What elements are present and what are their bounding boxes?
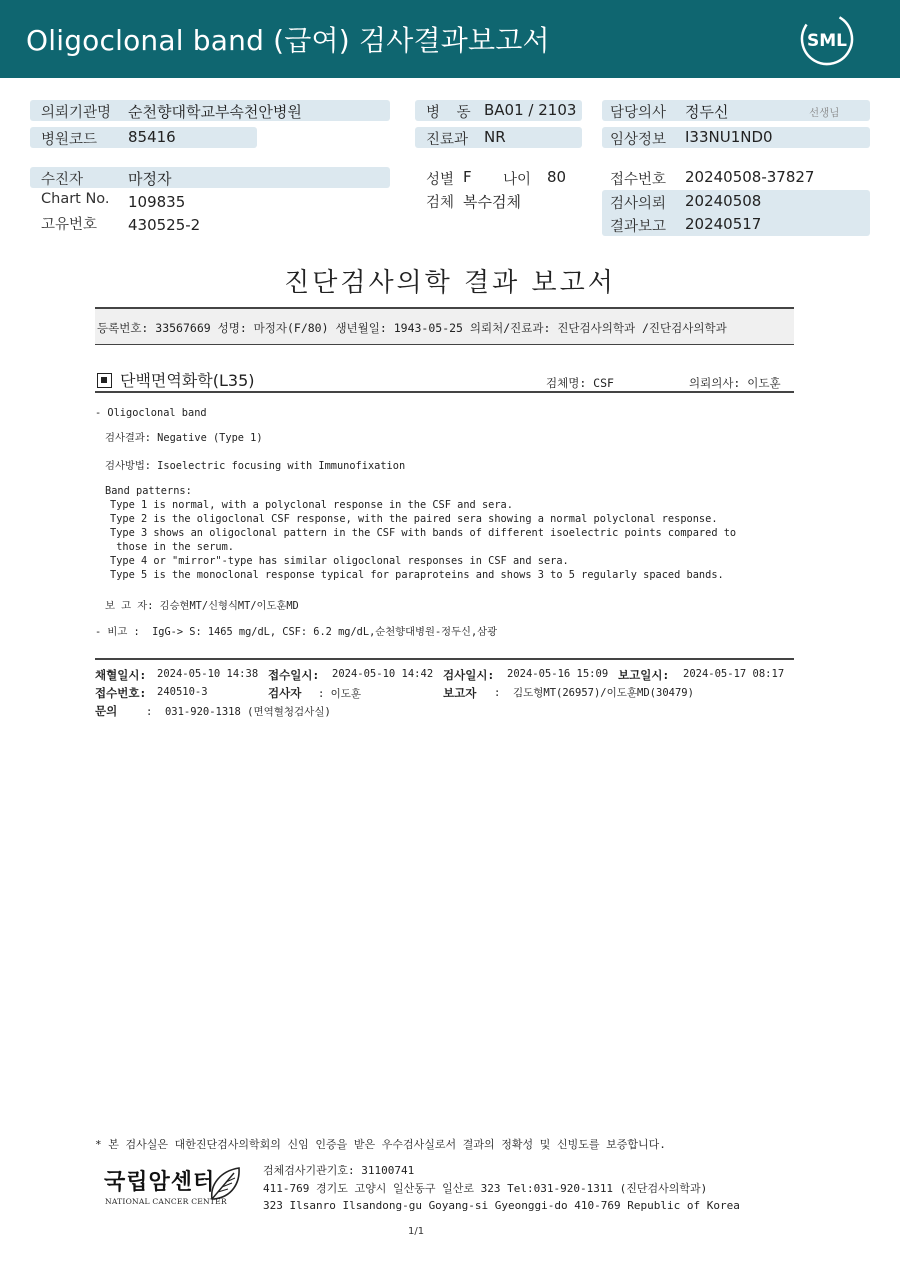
meta-divider xyxy=(95,658,794,660)
age-value: 80 xyxy=(547,168,567,186)
clinical-label: 임상정보 xyxy=(610,132,667,148)
contact-label: 문의 xyxy=(95,704,118,718)
remark-line: - 비고 : IgG-> S: 1465 mg/dL, CSF: 6.2 mg/dL,순천향대병원-정두신,삼광 xyxy=(95,626,498,638)
report-heading: 진단검사의학 결과 보고서 xyxy=(284,268,616,298)
ward-label: 병 동 xyxy=(426,105,477,121)
clinical-value: I33NU1ND0 xyxy=(685,128,773,146)
reporter-line: 보 고 자: 김승현MT/신형식MT/이도훈MD xyxy=(105,600,299,612)
test-time-label: 검사일시: xyxy=(443,668,495,682)
reporter-value: : 김도형MT(26957)/이도훈MD(30479) xyxy=(494,687,694,699)
result-label: 결과보고 xyxy=(610,219,667,235)
institution-label: 의뢰기관명 xyxy=(41,105,112,121)
hospital-code-label: 병원코드 xyxy=(41,132,98,148)
receive-value: 2024-05-10 14:42 xyxy=(332,668,434,680)
section-divider xyxy=(95,391,794,393)
chart-value: 109835 xyxy=(128,193,186,211)
specimen-value: 복수검체 xyxy=(463,193,521,211)
checkbox-icon xyxy=(97,373,112,388)
registration-strip xyxy=(95,307,794,345)
reception-label: 접수번호 xyxy=(610,172,667,188)
recipient-value: 마정자 xyxy=(128,170,172,188)
test-time-value: 2024-05-16 15:09 xyxy=(507,668,609,680)
doctor-label: 담당의사 xyxy=(610,105,667,121)
sex-value: F xyxy=(463,168,472,186)
band-line: Type 3 shows an oligoclonal pattern in the CSF with bands of different isoelectric points compared to xyxy=(110,527,737,539)
unique-label: 고유번호 xyxy=(41,217,98,233)
result-value: 20240517 xyxy=(685,215,762,233)
test-name: - Oligoclonal band xyxy=(95,407,207,419)
age-label: 나이 xyxy=(503,172,532,188)
chart-label: Chart No. xyxy=(41,191,110,207)
ncc-logo xyxy=(104,1165,244,1211)
collect-value: 2024-05-10 14:38 xyxy=(157,668,259,680)
specimen-label: 검체 xyxy=(426,195,455,211)
header-bar xyxy=(0,0,900,78)
specimen-field: 검체명: CSF xyxy=(546,376,614,390)
section-title xyxy=(97,368,255,391)
page-number: 1/1 xyxy=(408,1226,425,1237)
collect-label: 채혈일시: xyxy=(95,668,147,682)
recno-value: 240510-3 xyxy=(157,686,208,698)
report-time-value: 2024-05-17 08:17 xyxy=(683,668,785,680)
tester-value: : 이도훈 xyxy=(318,688,362,700)
department-value: NR xyxy=(484,128,506,146)
unique-value: 430525-2 xyxy=(128,216,201,234)
sml-logo-icon xyxy=(800,12,854,66)
ncc-logo-english: NATIONAL CANCER CENTER xyxy=(105,1197,227,1206)
request-label: 검사의뢰 xyxy=(610,196,667,212)
report-title: Oligoclonal band (급여) 검사결과보고서 xyxy=(26,24,550,57)
registration-text: 등록번호: 33567669 성명: 마정자(F/80) 생년월일: 1943-05-25 의뢰처/진료과: 진단검사의학과 /진단검사의학과 xyxy=(97,321,727,335)
physician-field: 의뢰의사: 이도훈 xyxy=(689,376,781,390)
band-recipient xyxy=(30,167,390,188)
result-line: 검사결과: Negative (Type 1) xyxy=(105,432,263,444)
reception-value: 20240508-37827 xyxy=(685,168,815,186)
recipient-label: 수진자 xyxy=(41,172,84,188)
report-time-label: 보고일시: xyxy=(618,668,670,682)
band-line: those in the serum. xyxy=(110,541,234,553)
ward-value: BA01 / 2103 xyxy=(484,101,577,119)
method-line: 검사방법: Isoelectric focusing with Immunofixation xyxy=(105,460,406,472)
band-line: Type 2 is the oligoclonal CSF response, with the paired sera showing a normal polyclonal response. xyxy=(110,513,718,525)
band-patterns-header: Band patterns: xyxy=(105,485,192,497)
certification-note: * 본 검사실은 대한진단검사의학회의 신임 인증을 받은 우수검사실로서 결과의 정확성 및 신빙도를 보증합니다. xyxy=(95,1138,666,1151)
ncc-logo-korean: 국립암센터 xyxy=(104,1170,216,1195)
contact-value: : 031-920-1318 (면역혈청검사실) xyxy=(146,706,331,718)
institution-code: 검체검사기관기호: 31100741 xyxy=(263,1164,415,1177)
sml-logo-text: SML xyxy=(807,31,847,51)
doctor-suffix: 선생님 xyxy=(809,107,840,119)
institution-value: 순천향대학교부속천안병원 xyxy=(128,103,302,121)
receive-label: 접수일시: xyxy=(268,668,320,682)
leaf-icon xyxy=(208,1165,242,1203)
section-title-text: 단백면역화학(L35) xyxy=(120,371,255,390)
address-english: 323 Ilsanro Ilsandong-gu Goyang-si Gyeonggi-do 410-769 Republic of Korea xyxy=(263,1199,740,1212)
sex-label: 성별 xyxy=(426,172,455,188)
band-line: Type 5 is the monoclonal response typical for paraproteins and shows 3 to 5 regularly spaced bands. xyxy=(110,569,724,581)
band-line: Type 1 is normal, with a polyclonal response in the CSF and sera. xyxy=(110,499,513,511)
request-value: 20240508 xyxy=(685,192,762,210)
tester-label: 검사자 xyxy=(268,686,302,700)
reporter-label: 보고자 xyxy=(443,686,477,700)
department-label: 진료과 xyxy=(426,132,469,148)
doctor-value: 정두신 xyxy=(685,103,729,121)
recno-label: 접수번호: xyxy=(95,686,147,700)
hospital-code-value: 85416 xyxy=(128,128,176,146)
band-line: Type 4 or "mirror"-type has similar oligoclonal responses in CSF and sera. xyxy=(110,555,569,567)
address-korean: 411-769 경기도 고양시 일산동구 일산로 323 Tel:031-920-1311 (진단검사의학과) xyxy=(263,1182,708,1195)
